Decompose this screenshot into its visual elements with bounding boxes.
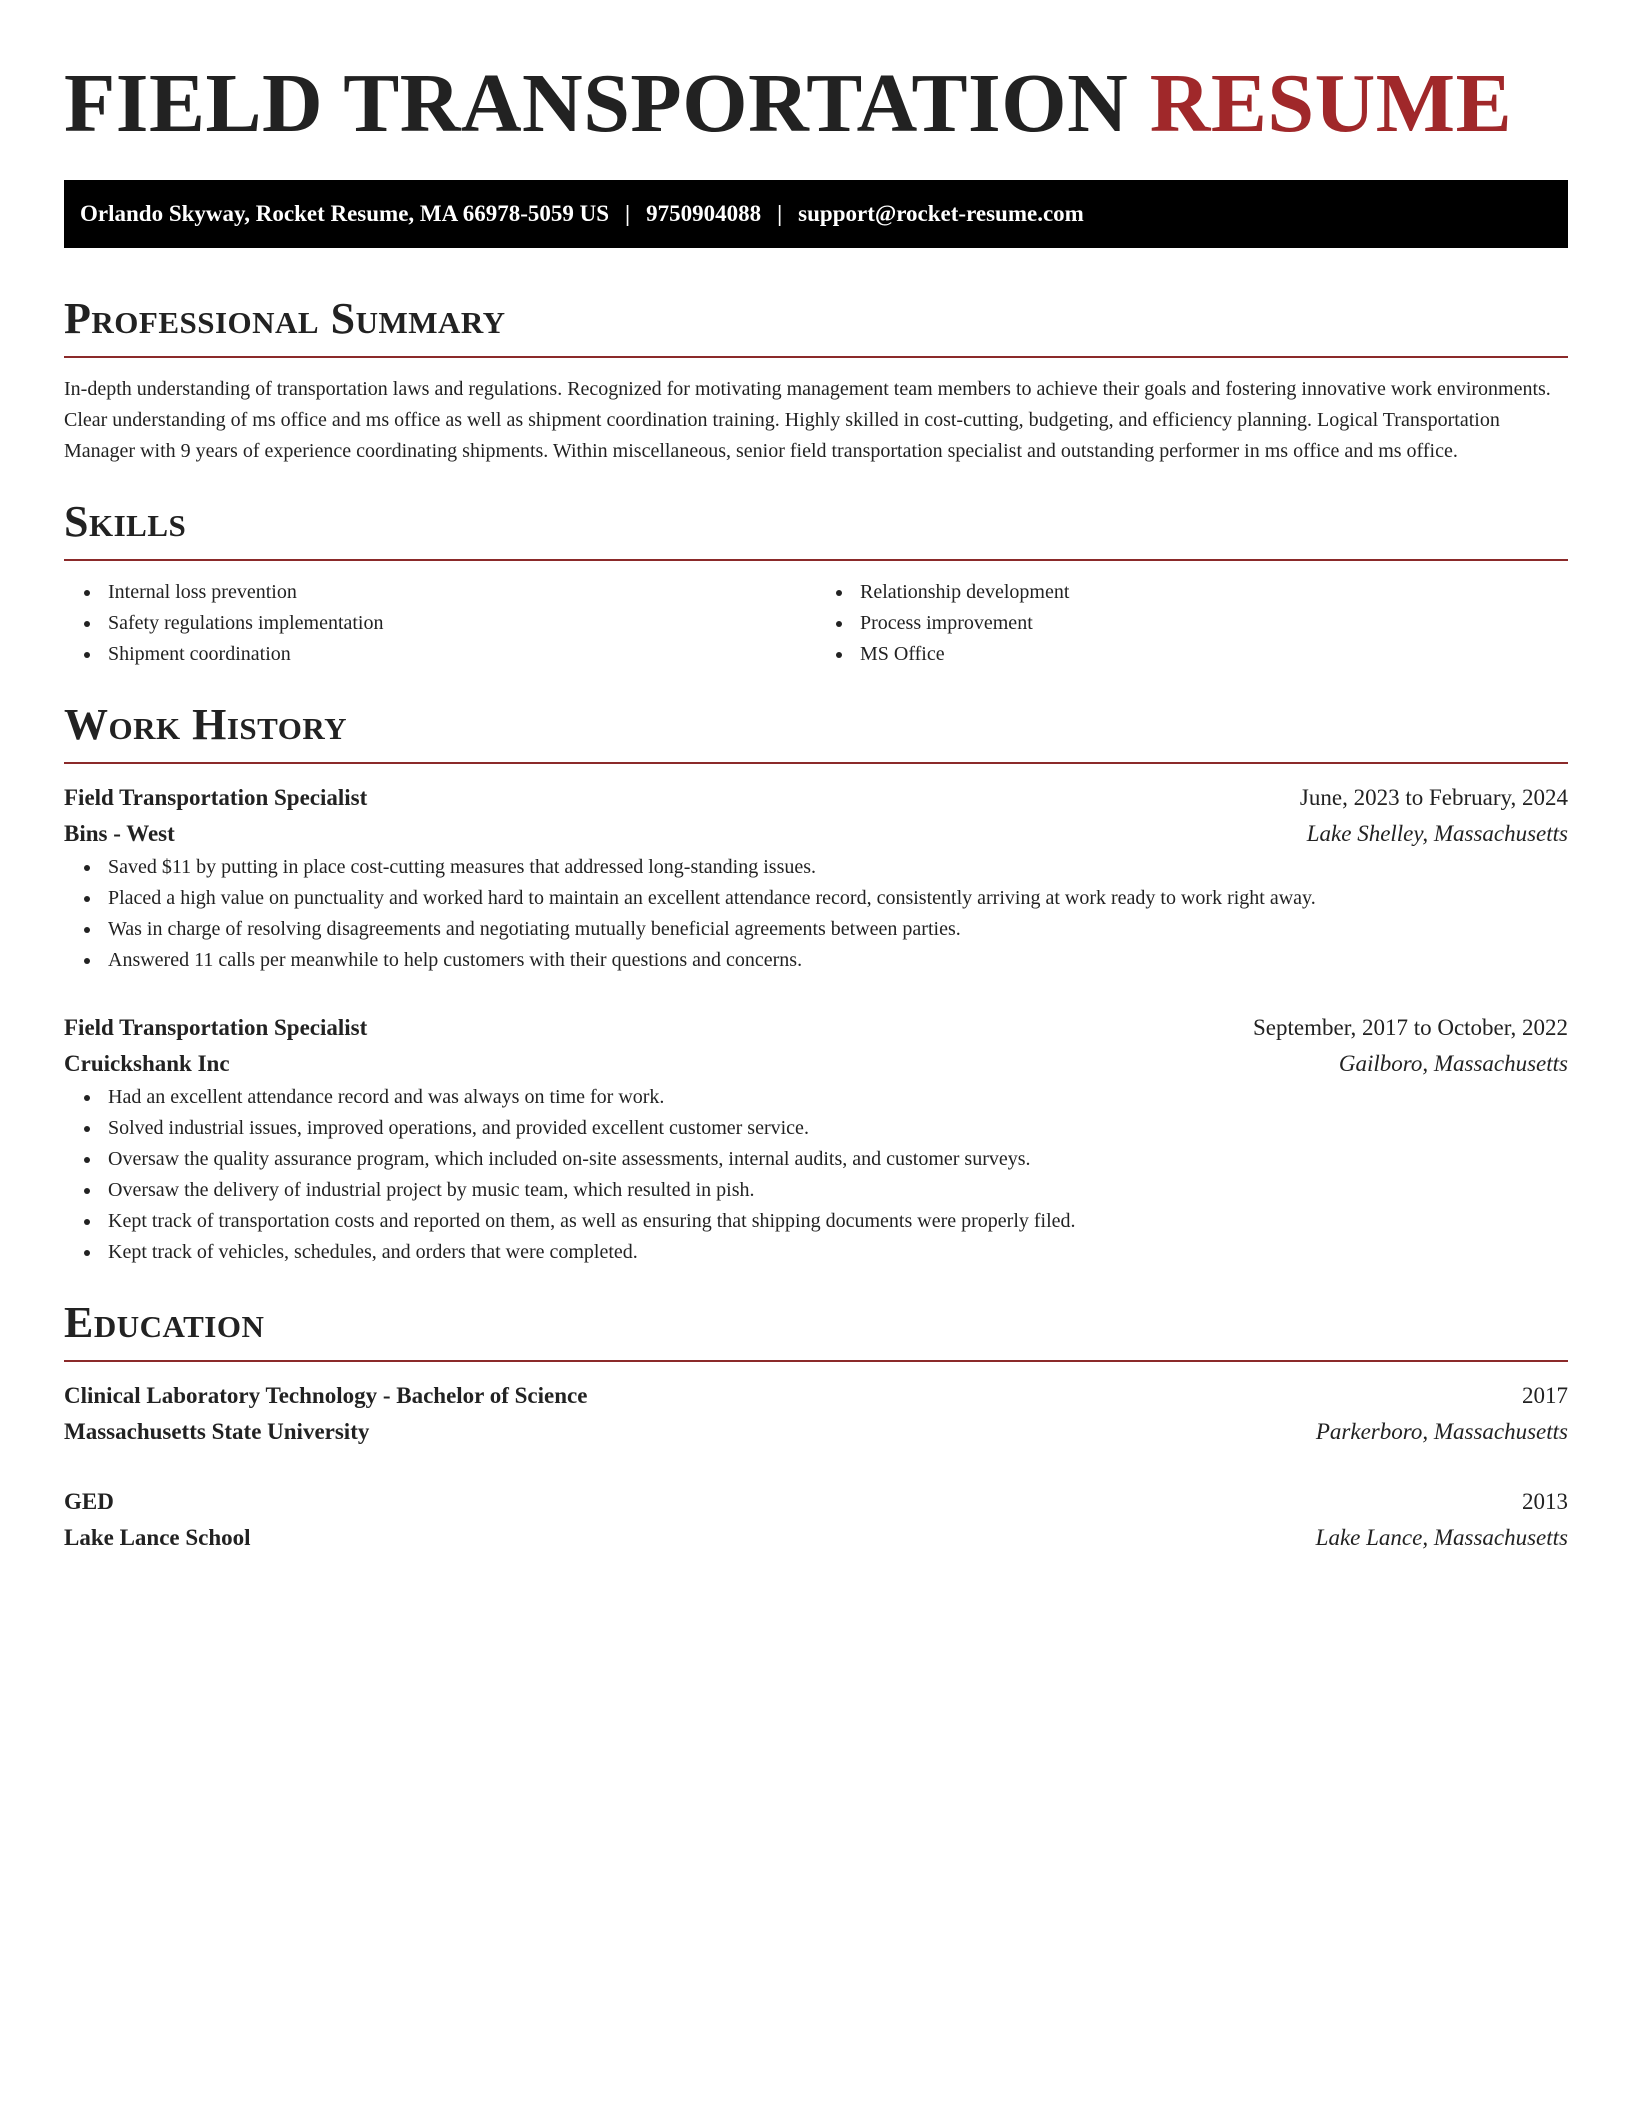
education-year: 2017: [1522, 1383, 1568, 1408]
education-entry: [64, 1378, 1568, 1450]
section-divider: [64, 559, 1568, 561]
education-school: Lake Lance School: [64, 1525, 251, 1550]
education-heading: Education: [64, 1298, 265, 1347]
work-history-section: [64, 700, 1568, 1268]
job-entry: [64, 780, 1568, 976]
job-header-row: [64, 780, 1568, 816]
job-dates: September, 2017 to October, 2022: [1253, 1015, 1568, 1040]
skills-column-left: [64, 577, 816, 670]
education-header-row: [64, 1378, 1568, 1414]
summary-text: In-depth understanding of transportation laws and regulations. Recognized for motivating management team members to achieve their goals and fostering innovative work environments. Clear understanding of ms office and ms office as well as shipment coordination training. Highly skilled in cost-cutting, budgeting, and efficiency planning. Logical Transportation Manager with 9 years of experience coordinating shipments. Within miscellaneous, senior field transportation specialist and outstanding performer in ms office and ms office.: [64, 378, 1551, 462]
education-section: [64, 1298, 1568, 1556]
education-school-row: [64, 1414, 1568, 1450]
title-accent: RESUME: [1149, 57, 1513, 150]
skills-grid: [64, 577, 1568, 670]
resume-title: [64, 58, 1568, 150]
contact-email[interactable]: support@rocket-resume.com: [798, 201, 1084, 226]
skill-item: Relationship development: [860, 577, 1568, 608]
job-dates: June, 2023 to February, 2024: [1299, 785, 1568, 810]
job-location: Gailboro, Massachusetts: [1338, 1051, 1568, 1076]
job-bullet: Solved industrial issues, improved operations, and provided excellent customer service.: [108, 1113, 1568, 1144]
job-bullet: Placed a high value on punctuality and worked hard to maintain an excellent attendance record, consistently arriving at work ready to work right away.: [108, 883, 1568, 914]
job-bullet: Oversaw the quality assurance program, which included on-site assessments, internal audits, and customer surveys.: [108, 1144, 1568, 1175]
summary-heading: Professional Summary: [64, 294, 506, 343]
skill-item: Internal loss prevention: [108, 577, 816, 608]
skill-item: Shipment coordination: [108, 639, 816, 670]
job-title: Field Transportation Specialist: [64, 1015, 368, 1040]
job-company-row: [64, 1046, 1568, 1082]
job-bullets: [64, 852, 1568, 976]
contact-bar: [64, 180, 1568, 248]
job-bullets: [64, 1082, 1568, 1268]
title-main: FIELD TRANSPORTATION: [64, 57, 1150, 150]
contact-phone: 9750904088: [646, 201, 762, 226]
education-location: Parkerboro, Massachusetts: [1315, 1419, 1568, 1444]
job-bullet: Had an excellent attendance record and was always on time for work.: [108, 1082, 1568, 1113]
section-divider: [64, 1360, 1568, 1362]
job-bullet: Kept track of transportation costs and reported on them, as well as ensuring that shipping documents were properly filed.: [108, 1206, 1568, 1237]
skills-heading: Skills: [64, 497, 187, 546]
education-school-row: [64, 1520, 1568, 1556]
education-school: Massachusetts State University: [64, 1419, 370, 1444]
job-title: Field Transportation Specialist: [64, 785, 368, 810]
job-company: Bins - West: [64, 821, 175, 846]
contact-separator: |: [625, 201, 631, 226]
job-location: Lake Shelley, Massachusetts: [1306, 821, 1568, 846]
work-history-heading: Work History: [64, 700, 348, 749]
education-location: Lake Lance, Massachusetts: [1315, 1525, 1568, 1550]
skill-item: Safety regulations implementation: [108, 608, 816, 639]
section-divider: [64, 356, 1568, 358]
job-bullet: Answered 11 calls per meanwhile to help customers with their questions and concerns.: [108, 945, 1568, 976]
job-bullet: Oversaw the delivery of industrial project by music team, which resulted in pish.: [108, 1175, 1568, 1206]
contact-address: Orlando Skyway, Rocket Resume, MA 66978-5059 US: [80, 201, 610, 226]
job-bullet: Kept track of vehicles, schedules, and orders that were completed.: [108, 1237, 1568, 1268]
job-bullet: Was in charge of resolving disagreements and negotiating mutually beneficial agreements between parties.: [108, 914, 1568, 945]
job-bullet: Saved $11 by putting in place cost-cutting measures that addressed long-standing issues.: [108, 852, 1568, 883]
skill-item: MS Office: [860, 639, 1568, 670]
section-divider: [64, 762, 1568, 764]
contact-separator: |: [777, 201, 783, 226]
skills-column-right: [816, 577, 1568, 670]
education-entry: [64, 1484, 1568, 1556]
job-company-row: [64, 816, 1568, 852]
skills-section: [64, 497, 1568, 670]
job-entry: [64, 1010, 1568, 1268]
education-degree: GED: [64, 1489, 114, 1514]
education-degree: Clinical Laboratory Technology - Bachelor of Science: [64, 1383, 588, 1408]
skill-item: Process improvement: [860, 608, 1568, 639]
education-year: 2013: [1522, 1489, 1568, 1514]
education-header-row: [64, 1484, 1568, 1520]
summary-section: [64, 294, 1568, 467]
job-company: Cruickshank Inc: [64, 1051, 230, 1076]
job-header-row: [64, 1010, 1568, 1046]
